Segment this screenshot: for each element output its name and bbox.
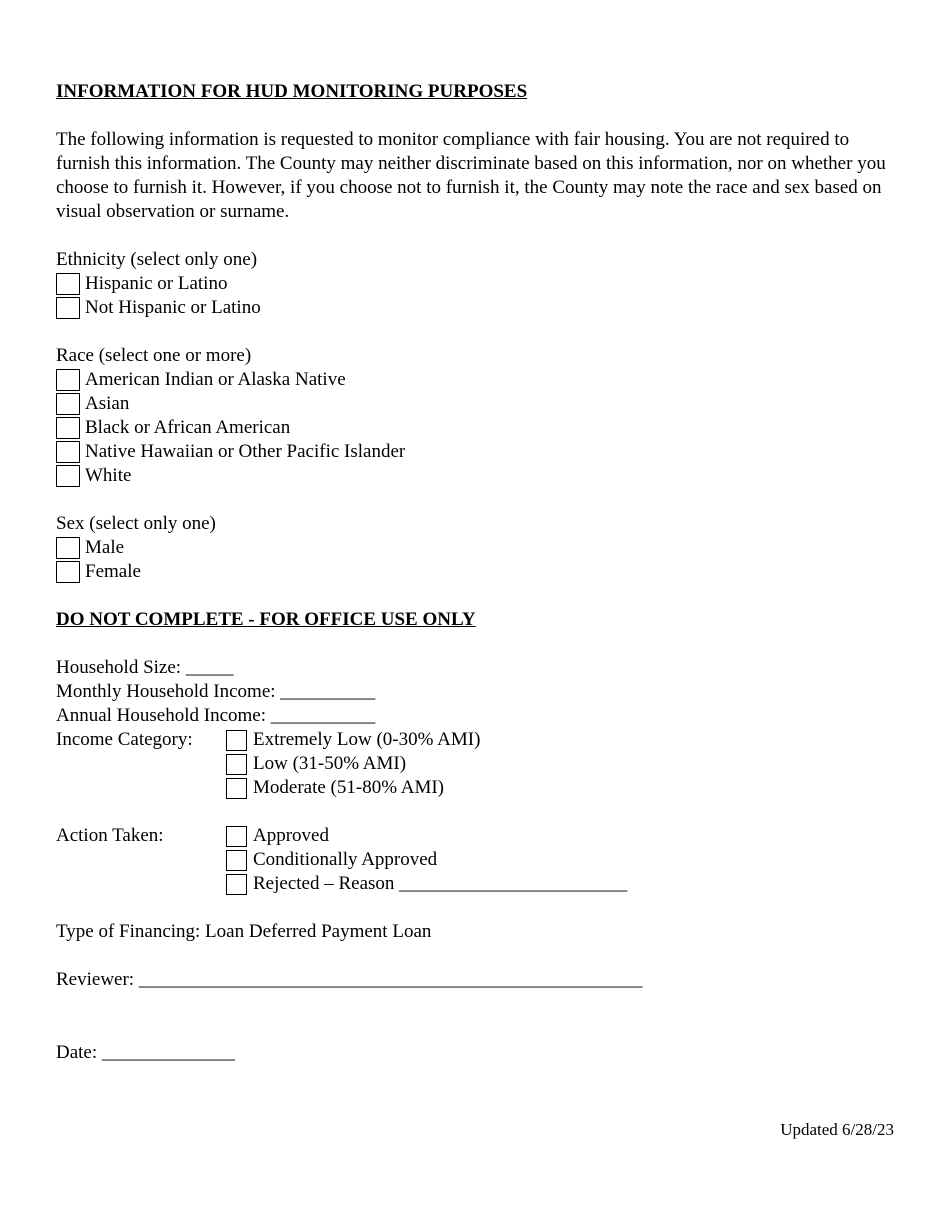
reviewer-field[interactable]: Reviewer: _____________________________________________________ — [56, 969, 643, 990]
race-label: Race (select one or more) — [56, 345, 252, 366]
hud-intro: The following information is requested to monitor compliance with fair housing. You are not required to furnish this information. The County may neither discriminate based on this information, nor on whether you choose to furnish it. However, if you choose not to furnish it, the County may note the race and sex based on visual observation or surname. — [56, 129, 886, 222]
ethnicity-option-not-hispanic[interactable] — [56, 296, 896, 320]
income-option-low[interactable] — [226, 752, 406, 776]
native-hawaiian-checkbox[interactable] — [56, 441, 80, 463]
hispanic-label: Hispanic or Latino — [85, 273, 228, 294]
black-checkbox[interactable] — [56, 417, 80, 439]
approved-label: Approved — [253, 825, 329, 846]
ethnicity-option-hispanic[interactable] — [56, 272, 896, 296]
asian-checkbox[interactable] — [56, 393, 80, 415]
action-taken-row — [56, 824, 896, 848]
rejected-checkbox[interactable] — [226, 874, 247, 895]
income-category-row-2 — [56, 752, 896, 776]
form-page — [56, 80, 896, 1065]
office-section — [56, 608, 896, 1065]
black-label: Black or African American — [85, 417, 291, 438]
sex-option-female[interactable] — [56, 560, 896, 584]
white-checkbox[interactable] — [56, 465, 80, 487]
race-option-white[interactable] — [56, 464, 896, 488]
moderate-label: Moderate (51-80% AMI) — [253, 777, 445, 798]
low-label: Low (31-50% AMI) — [253, 753, 407, 774]
race-section — [56, 344, 896, 488]
action-taken-label: Action Taken: — [56, 825, 164, 846]
income-option-moderate[interactable] — [226, 776, 444, 800]
american-indian-checkbox[interactable] — [56, 369, 80, 391]
ethnicity-label: Ethnicity (select only one) — [56, 249, 258, 270]
hud-heading: INFORMATION FOR HUD MONITORING PURPOSES — [56, 81, 528, 102]
native-hawaiian-label: Native Hawaiian or Other Pacific Islander — [85, 441, 406, 462]
financing-type-line: Type of Financing: Loan Deferred Payment Loan — [56, 921, 432, 942]
action-taken-row-3 — [56, 872, 896, 896]
conditionally-approved-checkbox[interactable] — [226, 850, 247, 871]
ethnicity-section — [56, 248, 896, 320]
action-option-rejected[interactable] — [226, 872, 627, 896]
male-checkbox[interactable] — [56, 537, 80, 559]
low-checkbox[interactable] — [226, 754, 247, 775]
hispanic-checkbox[interactable] — [56, 273, 80, 295]
date-field[interactable]: Date: ______________ — [56, 1042, 235, 1063]
not-hispanic-checkbox[interactable] — [56, 297, 80, 319]
race-option-native-hawaiian[interactable] — [56, 440, 896, 464]
income-category-row — [56, 728, 896, 752]
sex-option-male[interactable] — [56, 536, 896, 560]
extremely-low-checkbox[interactable] — [226, 730, 247, 751]
not-hispanic-label: Not Hispanic or Latino — [85, 297, 261, 318]
updated-date: Updated 6/28/23 — [780, 1120, 894, 1139]
american-indian-label: American Indian or Alaska Native — [85, 369, 346, 390]
conditionally-approved-label: Conditionally Approved — [253, 849, 438, 870]
extremely-low-label: Extremely Low (0-30% AMI) — [253, 729, 481, 750]
rejected-label: Rejected – Reason ________________________ — [253, 873, 628, 894]
male-label: Male — [85, 537, 125, 558]
annual-income-field[interactable]: Annual Household Income: ___________ — [56, 705, 376, 726]
sex-section — [56, 512, 896, 584]
sex-label: Sex (select only one) — [56, 513, 216, 534]
action-option-conditionally-approved[interactable] — [226, 848, 437, 872]
female-checkbox[interactable] — [56, 561, 80, 583]
action-taken-row-2 — [56, 848, 896, 872]
income-option-extremely-low[interactable] — [226, 728, 480, 752]
female-label: Female — [85, 561, 141, 582]
income-category-row-3 — [56, 776, 896, 800]
income-category-label: Income Category: — [56, 729, 193, 750]
action-option-approved[interactable] — [226, 824, 329, 848]
monthly-income-field[interactable]: Monthly Household Income: __________ — [56, 681, 376, 702]
race-option-black[interactable] — [56, 416, 896, 440]
approved-checkbox[interactable] — [226, 826, 247, 847]
household-size-field[interactable]: Household Size: _____ — [56, 657, 234, 678]
office-heading: DO NOT COMPLETE - FOR OFFICE USE ONLY — [56, 609, 476, 630]
race-option-asian[interactable] — [56, 392, 896, 416]
white-label: White — [85, 465, 132, 486]
moderate-checkbox[interactable] — [226, 778, 247, 799]
race-option-american-indian[interactable] — [56, 368, 896, 392]
asian-label: Asian — [85, 393, 130, 414]
